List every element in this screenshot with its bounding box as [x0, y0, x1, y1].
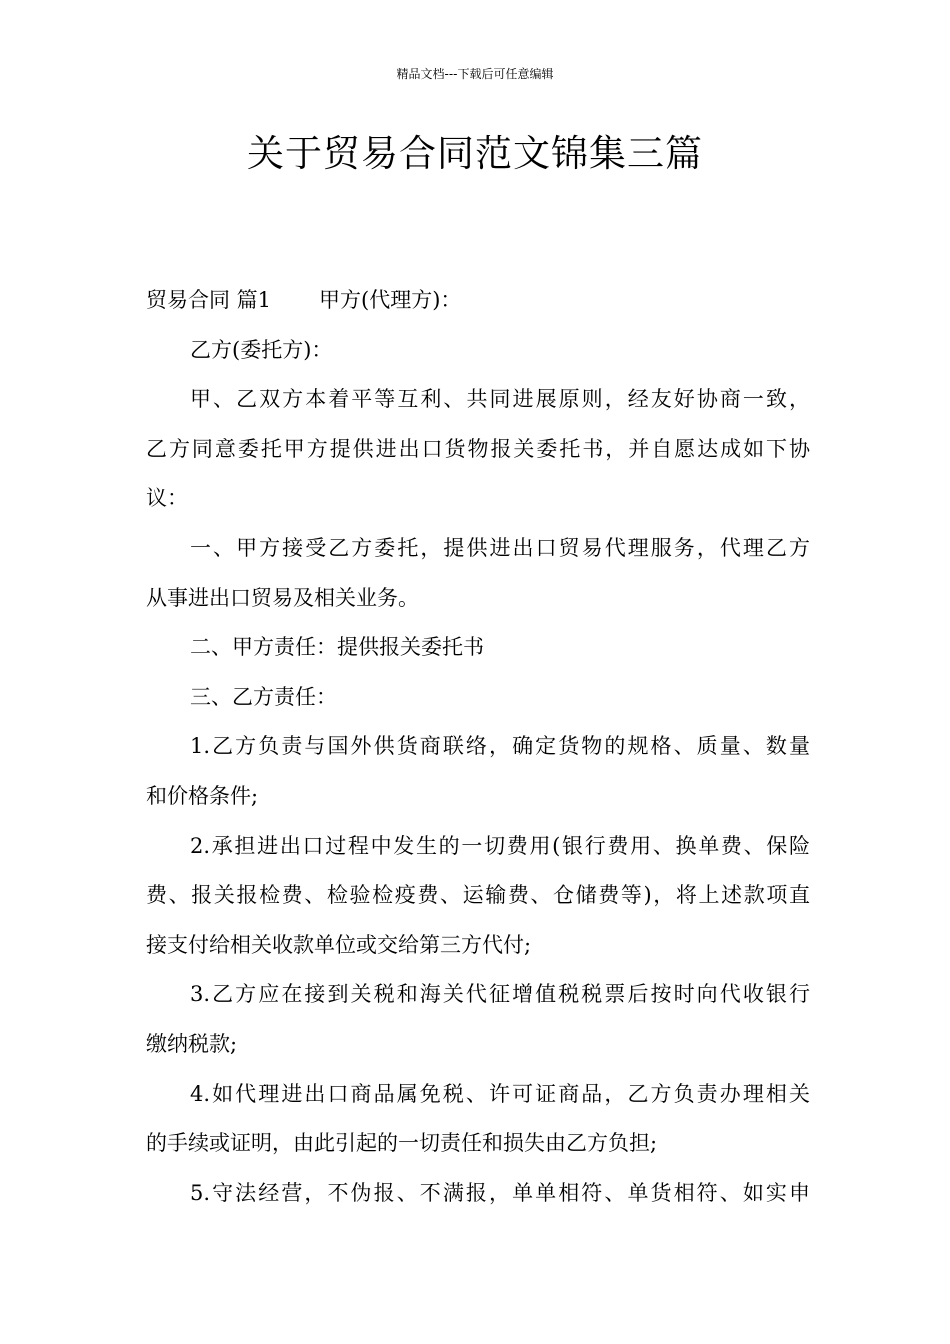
paragraph-line: 费、报关报检费、检验检疫费、运输费、仓储费等)，将上述款项直 — [146, 883, 810, 908]
paragraph-line: 甲、乙双方本着平等互利、共同进展原则，经友好协商一致， — [190, 387, 810, 412]
paragraph-line: 议： — [146, 486, 188, 511]
paragraph-line: 和价格条件; — [146, 783, 259, 808]
party-a-label: 甲方(代理方)： — [319, 288, 462, 312]
paragraph-line: 缴纳税款; — [146, 1031, 238, 1056]
paragraph-line: 三、乙方责任： — [190, 684, 337, 709]
paragraph-line: 乙方(委托方)： — [190, 337, 333, 362]
paragraph-line: 接支付给相关收款单位或交给第三方代付; — [146, 932, 532, 957]
paragraph-line: 4.如代理进出口商品属免税、许可证商品，乙方负责办理相关 — [190, 1081, 810, 1106]
first-line — [146, 276, 810, 326]
paragraph-line: 乙方同意委托甲方提供进出口货物报关委托书，并自愿达成如下协 — [146, 436, 810, 461]
document-body — [146, 276, 810, 1218]
paragraph-line: 一、甲方接受乙方委托，提供进出口贸易代理服务，代理乙方 — [190, 535, 810, 560]
document-title: 关于贸易合同范文锦集三篇 — [247, 132, 703, 175]
page-header-note: 精品文档---下载后可任意编辑 — [396, 67, 554, 81]
paragraph-line: 1.乙方负责与国外供货商联络，确定货物的规格、质量、数量 — [190, 734, 810, 759]
section-label: 贸易合同 篇1 — [146, 288, 272, 312]
paragraph-line: 的手续或证明，由此引起的一切责任和损失由乙方负担; — [146, 1131, 658, 1156]
paragraph-line: 从事进出口贸易及相关业务。 — [146, 585, 419, 610]
paragraph-line: 3.乙方应在接到关税和海关代征增值税税票后按时向代收银行 — [190, 982, 810, 1007]
paragraph-line: 2.承担进出口过程中发生的一切费用(银行费用、换单费、保险 — [190, 833, 810, 858]
paragraph-line: 二、甲方责任：提供报关委托书 — [190, 635, 484, 660]
paragraph-line: 5.守法经营，不伪报、不满报，单单相符、单货相符、如实申 — [190, 1180, 810, 1205]
